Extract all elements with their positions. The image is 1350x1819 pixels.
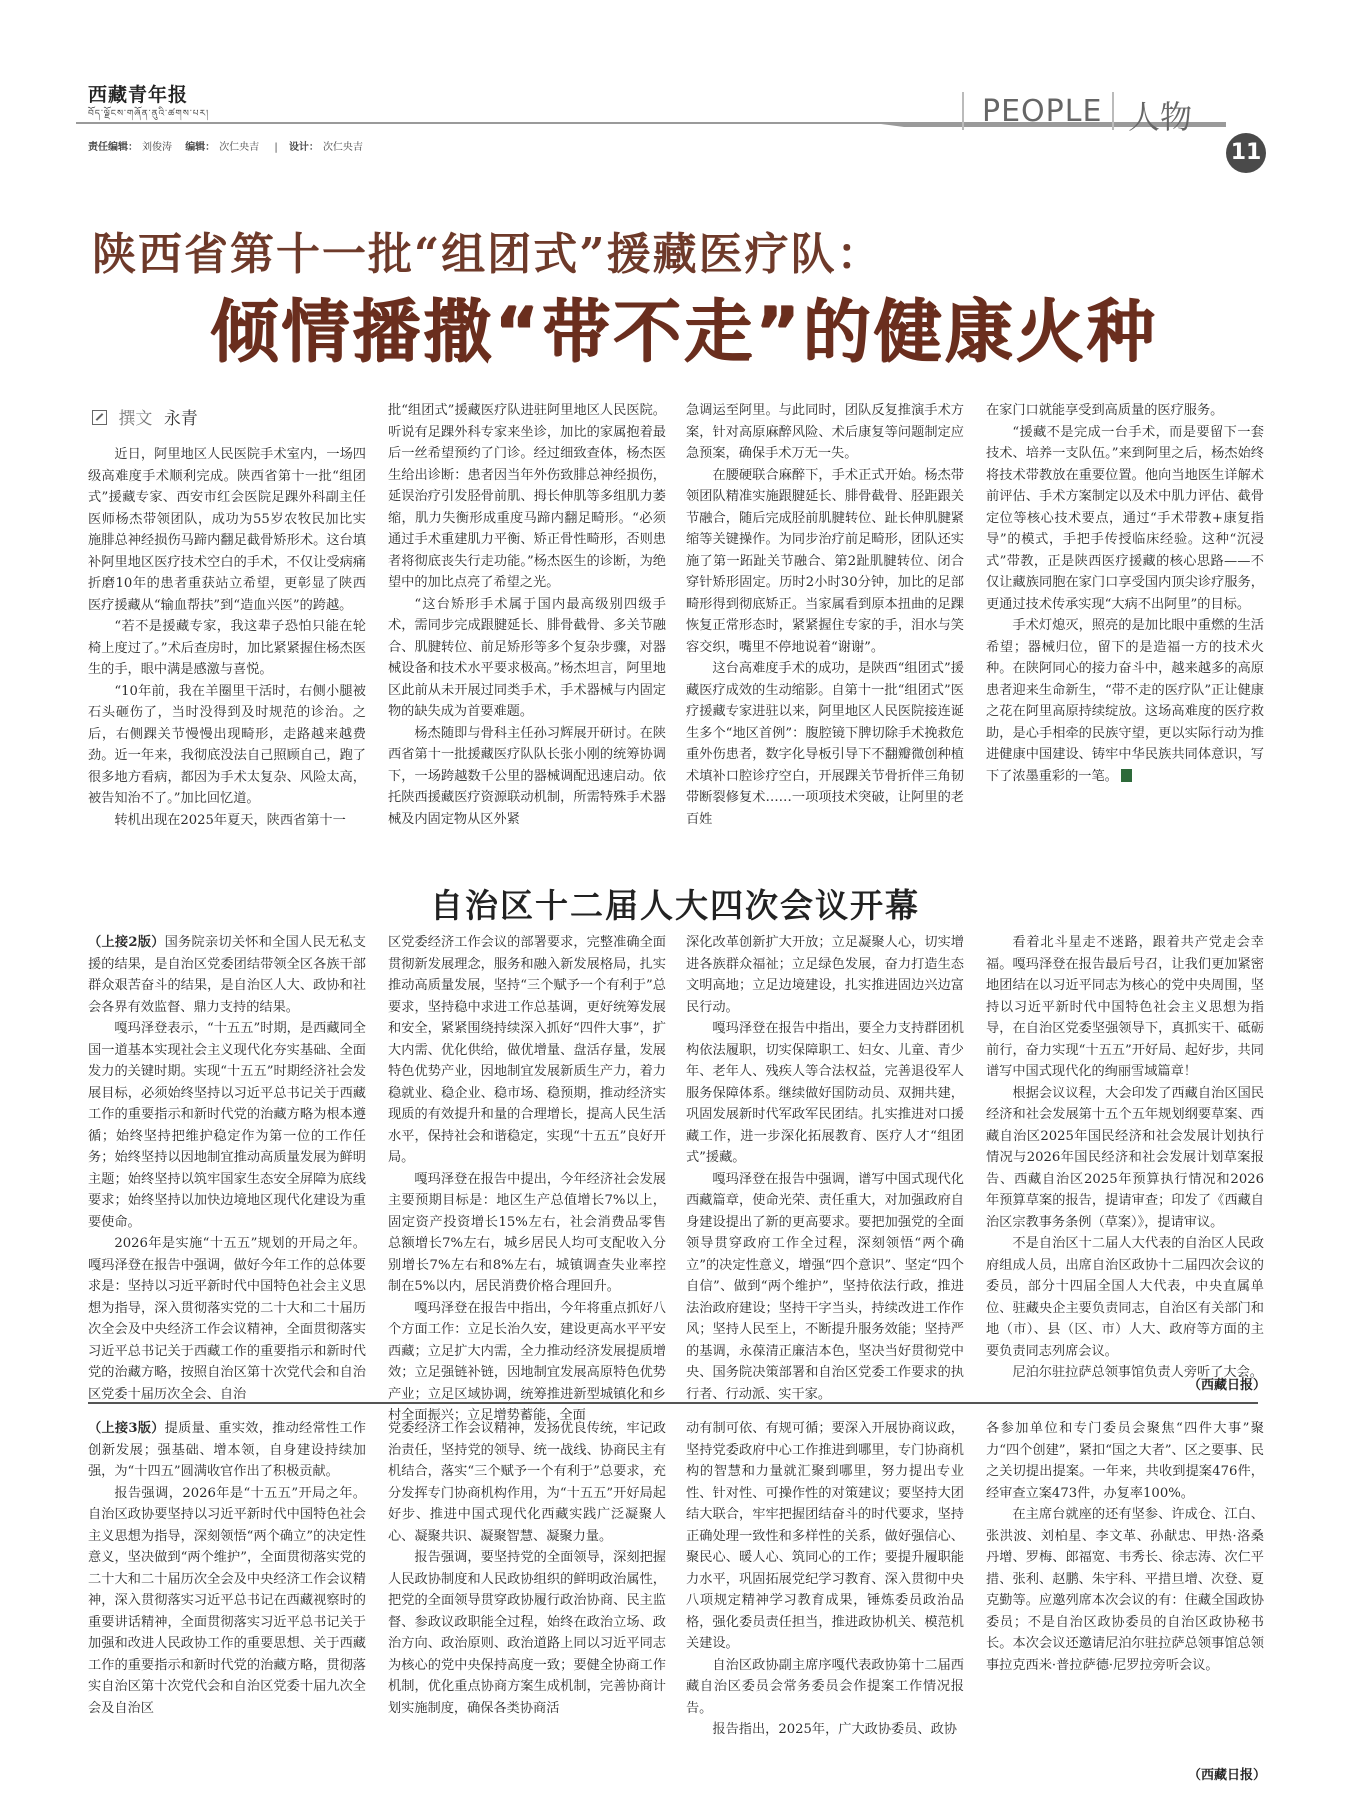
credits: 责任编辑： 刘俊涛 编辑： 次仁央吉 | 设计： 次仁央吉 xyxy=(88,142,363,153)
article2-column-3: 深化改革创新扩大开放；立足凝聚人心，切实增进各族群众福祉；立足绿色发展，奋力打造生态文明高地；立足边境建设，扎实推进固边兴边富民行动。 嘎玛泽登在报告中指出，要全力支持群团机构依法履职，切实保障职工、妇女、儿童、青少年、老年人、残疾人等合法权益，完善退役军人服务保障体系。继续做好国防动员、双拥共建，巩固发展新时代军政军民团结。扎实推进对口援藏工作，进一步深化拓展教育、医疗人才“组团式”援藏。 嘎玛泽登在报告中强调，谱写中国式现代化西藏篇章，使命光荣、责任重大，对加强政府自身建设提出了新的更高要求。要把加强党的全面领导贯穿政府工作全过程，深刻领悟“两个确立”的决定性意义，增强“四个意识”、坚定“四个自信”、做到“两个维护”，坚持依法行政，推进法治政府建设；坚持干字当头，持续改进工作作风；坚持人民至上，不断提升服务效能；坚持严的基调，永葆清正廉洁本色，坚决当好贯彻党中央、国务院决策部署和自治区党委工作要求的执行者、行动派、实干家。 xyxy=(686,935,964,1402)
article3-source: （西藏日报） xyxy=(1188,1768,1267,1783)
article-kicker: 陕西省第十一批“组团式”援藏医疗队： xyxy=(92,229,883,280)
byline: 撰文 永青 xyxy=(92,404,198,429)
article2-source: （西藏日报） xyxy=(1188,1378,1267,1393)
article2-column-2: 区党委经济工作会议的部署要求，完整准确全面贯彻新发展理念，服务和融入新发展格局，扎实推动高质量发展，坚持“三个赋予一个有利于”总要求，坚持稳中求进工作总基调，更好统筹发展和安全，紧紧围绕持续深入抓好“四件大事”，扩大内需、优化供给，做优增量、盘活存量，发展特色优势产业，因地制宜发展新质生产力，着力稳就业、稳企业、稳市场、稳预期，推动经济实现质的有效提升和量的合理增长，提高人民生活水平，保持社会和谐稳定，实现“十五五”良好开局。 嘎玛泽登在报告中提出，今年经济社会发展主要预期目标是：地区生产总值增长7%以上，固定资产投资增长15%左右，社会消费品零售总额增长7%左右，城乡居民人均可支配收入分别增长7%左右和8%左右，城镇调查失业率控制在5%以内，居民消费价格合理回升。 嘎玛泽登在报告中指出，今年将重点抓好八个方面工作：立足长治久安，建设更高水平平安西藏；立足扩大内需，全力推动经济发展提质增效；立足强链补链，因地制宜发展高原特色优势产业；立足区域协调，统筹推进新型城镇化和乡村全面振兴；立足增势蓄能，全面 xyxy=(388,935,666,1423)
article-headline: 倾情播撒“带不走”的健康火种 xyxy=(210,293,1158,372)
article3-column-3: 动有制可依、有规可循；要深入开展协商议政，坚持党委政府中心工作推进到哪里，专门协商机构的智慧和力量就汇聚到哪里，努力提出专业性、针对性、可操作性的对策建议；要坚持大团结大联合，牢牢把握团结奋斗的时代要求，坚持正确处理一致性和多样性的关系，做好强信心、聚民心、暖人心、筑同心的工作；要提升履职能力水平，巩固拓展党纪学习教育、深入贯彻中央八项规定精神学习教育成果，锤炼委员政治品格，强化委员责任担当，推进政协机关、模范机关建设。 自治区政协副主席序嘎代表政协第十二届西藏自治区委员会常务委员会作提案工作情况报告。 报告指出，2025年，广大政协委员、政协 xyxy=(686,1421,964,1737)
pen-icon xyxy=(92,410,107,425)
article1-column-2: 批“组团式”援藏医疗队进驻阿里地区人民医院。听说有足踝外科专家来坐诊，加比的家属抱着最后一丝希望预约了门诊。经过细致查体，杨杰医生给出诊断：患者因当年外伤致腓总神经损伤，延误治疗引发胫骨前肌、拇长伸肌等多组肌力萎缩，肌力失衡形成重度马蹄内翻足畸形。“必须通过手术重建肌力平衡、矫正骨性畸形，否则患者将彻底丧失行走功能。”杨杰医生的诊断，为绝望中的加比点亮了希望之光。 “这台矫形手术属于国内最高级别四级手术，需同步完成跟腱延长、腓骨截骨、多关节融合、肌腱转位、前足矫形等多个复杂步骤，对器械设备和技术水平要求极高。”杨杰坦言，阿里地区此前从未开展过同类手术，手术器械与内固定物的缺失成为首要难题。 杨杰随即与骨科主任孙习辉展开研讨。在陕西省第十一批援藏医疗队队长张小刚的统筹协调下，一场跨越数千公里的器械调配迅速启动。依托陕西援藏医疗资源联动机制，所需特殊手术器械及内固定物从区外紧 xyxy=(388,403,666,827)
section-divider xyxy=(962,92,964,130)
page-number-badge: 11 xyxy=(1226,133,1266,173)
end-mark-icon xyxy=(1121,769,1132,782)
article2-column-4: 看着北斗星走不迷路，跟着共产党走会幸福。嘎玛泽登在报告最后号召，让我们更加紧密地团结在以习近平同志为核心的党中央周围，坚持以习近平新时代中国特色社会主义思想为指导，在自治区党委坚强领导下，真抓实干、砥砺前行，奋力实现“十五五”开好局、起好步，共同谱写中国式现代化的绚丽雪域篇章！ 根据会议议程，大会印发了西藏自治区国民经济和社会发展第十五个五年规划纲要草案、西藏自治区2025年国民经济和社会发展计划执行情况与2026年国民经济和社会发展计划草案报告、西藏自治区2025年预算执行情况和2026年预算草案的报告，提请审查；印发了《西藏自治区宗教事务条例（草案）》，提请审议。 不是自治区十二届人大代表的自治区人民政府组成人员，出席自治区政协十二届四次会议的委员，部分十四届全国人大代表，中央直属单位、驻藏央企主要负责同志，自治区有关部门和地（市）、县（区、市）人大、政府等方面的主要负责同志列席会议。 尼泊尔驻拉萨总领事馆负责人旁听了大会。 xyxy=(986,935,1264,1380)
article2-column-1: （上接2版）国务院亲切关怀和全国人民无私支援的结果，是自治区党委团结带领全区各族干部群众艰苦奋斗的结果，是自治区人大、政协和社会各界有效监督、鼎力支持的结果。 嘎玛泽登表示，“十五五”时期，是西藏同全国一道基本实现社会主义现代化夯实基础、全面发力的关键时期。实现“十五五”时期经济社会发展目标，必须始终坚持以习近平总书记关于西藏工作的重要指示和新时代党的治藏方略为根本遵循；始终坚持把维护稳定作为第一位的工作任务；始终坚持以因地制宜推动高质量发展为鲜明主题；始终坚持以筑牢国家生态安全屏障为底线要求；始终坚持以加快边境地区现代化建设为重要使命。 2026年是实施“十五五”规划的开局之年。嘎玛泽登在报告中强调，做好今年工作的总体要求是：坚持以习近平新时代中国特色社会主义思想为指导，深入贯彻落实党的二十大和二十届历次全会及中央经济工作会议精神，全面贯彻落实习近平总书记关于西藏工作的重要指示和新时代党的治藏方略，按照自治区第十次党代会和自治区党委十届历次全会、自治 xyxy=(88,935,366,1402)
article3-column-1: （上接3版）提质量、重实效，推动经常性工作创新发展；强基础、增本领，自身建设持续加强，为“十四五”圆满收官作出了积极贡献。 报告强调，2026年是“十五五”开局之年。自治区政协要坚持以习近平新时代中国特色社会主义思想为指导，深刻领悟“两个确立”的决定性意义，坚决做到“两个维护”，全面贯彻落实党的二十大和二十届历次全会及中央经济工作会议精神，深入贯彻落实习近平总书记在西藏视察时的重要讲话精神，全面贯彻落实习近平总书记关于加强和改进人民政协工作的重要思想、关于西藏工作的重要指示和新时代党的治藏方略，贯彻落实自治区第十次党代会和自治区党委十届九次全会及自治区 xyxy=(88,1421,366,1716)
masthead-tibetan: བོད་ལྗོངས་གཞོན་ནུའི་ཚགས་པར། xyxy=(88,109,210,119)
masthead: 西藏青年报 xyxy=(88,84,189,106)
article1-column-3: 急调运至阿里。与此同时，团队反复推演手术方案，针对高原麻醉风险、术后康复等问题制定应急预案，确保手术万无一失。 在腰硬联合麻醉下，手术正式开始。杨杰带领团队精准实施跟腱延长、腓骨截骨、胫距跟关节融合，随后完成胫前肌腱转位、趾长伸肌腱紧缩等关键操作。为同步治疗前足畸形，团队还实施了第一跖趾关节融合、第2趾肌腱转位、闭合穿针矫形固定。历时2小时30分钟，加比的足部畸形得到彻底矫正。当家属看到原本扭曲的足踝恢复正常形态时，紧紧握住专家的手，泪水与笑容交织，嘴里不停地说着“谢谢”。 这台高难度手术的成功，是陕西“组团式”援藏医疗成效的生动缩影。自第十一批“组团式”医疗援藏专家进驻以来，阿里地区人民医院接连诞生多个“地区首例”：腹腔镜下脾切除手术挽救危重外伤患者，数字化导板引导下不翻瓣微创种植术填补口腔诊疗空白，开展踝关节骨折伴三角韧带断裂修复术……一项项技术突破，让阿里的老百姓 xyxy=(686,403,964,827)
section-divider-2 xyxy=(1112,92,1114,130)
article3-column-4: 各参加单位和专门委员会聚焦“四件大事”聚力“四个创建”，紧扣“国之大者”、区之要事、民之关切提出提案。一年来，共收到提案476件，经审查立案473件，办复率100%。 在主席台就座的还有坚参、许成仓、江白、张洪波、刘柏星、李文革、孙献忠、甲热·洛桑丹增、罗梅、郎福宽、韦秀长、徐志涛、次仁平措、张利、赵鹏、朱宇科、平措旦增、次登、夏克勤等。应邀列席本次会议的有：住藏全国政协委员；不是自治区政协委员的自治区政协秘书长。本次会议还邀请尼泊尔驻拉萨总领事馆总领事拉克西米·普拉萨德·尼罗拉旁听会议。 xyxy=(986,1421,1264,1673)
section-label: PEOPLE xyxy=(982,94,1103,129)
article3-column-2: 党委经济工作会议精神，发扬优良传统，牢记政治责任，坚持党的领导、统一战线、协商民主有机结合，落实“三个赋予一个有利于”总要求，充分发挥专门协商机构作用，为“十五五”开好局起好步、推进中国式现代化西藏实践广泛凝聚人心、凝聚共识、凝聚智慧、凝聚力量。 报告强调，要坚持党的全面领导，深刻把握人民政协制度和人民政协组织的鲜明政治属性，把党的全面领导贯穿政协履行政治协商、民主监督、参政议政职能全过程，始终在政治立场、政治方向、政治原则、政治道路上同以习近平同志为核心的党中央保持高度一致；要健全协商工作机制，优化重点协商方案生成机制，完善协商计划实施制度，确保各类协商活 xyxy=(388,1421,666,1716)
section-separator xyxy=(88,1402,1258,1404)
article1-column-1: 近日，阿里地区人民医院手术室内，一场四级高难度手术顺利完成。陕西省第十一批“组团式”援藏专家、西安市红会医院足踝外科副主任医师杨杰带领团队，成功为55岁农牧民加比实施腓总神经损伤马蹄内翻足截骨矫形术。这台填补阿里地区医疗技术空白的手术，不仅让受病痛折磨10年的患者重获站立希望，更彰显了陕西医疗援藏从“输血帮扶”到“造血兴医”的跨越。 “若不是援藏专家，我这辈子恐怕只能在轮椅上度过了。”术后查房时，加比紧紧握住杨杰医生的手，眼中满是感激与喜悦。 “10年前，我在羊圈里干活时，右侧小腿被石头砸伤了，当时没得到及时规范的诊治。之后，右侧踝关节慢慢出现畸形，走路越来越费劲。近一年来，我彻底没法自己照顾自己，跑了很多地方看病，都因为手术太复杂、风险太高，被告知治不了。”加比回忆道。 转机出现在2025年夏天，陕西省第十一 xyxy=(88,447,366,828)
article1-column-4: 在家门口就能享受到高质量的医疗服务。 “援藏不是完成一台手术，而是要留下一套技术、培养一支队伍。”来到阿里之后，杨杰始终将技术带教放在重要位置。他向当地医生详解术前评估、手术方案制定以及术中肌力评估、截骨定位等核心技术要点，通过“手术带教+康复指导”的模式，手把手传授临床经验。这种“沉浸式”带教，正是陕西医疗援藏的核心思路——不仅让藏族同胞在家门口享受国内顶尖诊疗服务，更通过技术传承实现“大病不出阿里”的目标。 手术灯熄灭，照亮的是加比眼中重燃的生活希望；器械归位，留下的是造福一方的技术火种。在陕阿同心的接力奋斗中，越来越多的高原患者迎来生命新生，“带不走的医疗队”正让健康之花在阿里高原持续绽放。这场高难度的医疗救助，是心手相牵的民族守望，更以实际行动为推进健康中国建设、铸牢中华民族共同体意识，写下了浓墨重彩的一笔。 xyxy=(986,403,1264,784)
article2-headline: 自治区十二届人大四次会议开幕 xyxy=(430,886,920,925)
section-label-cn: 人物 xyxy=(1128,98,1193,136)
